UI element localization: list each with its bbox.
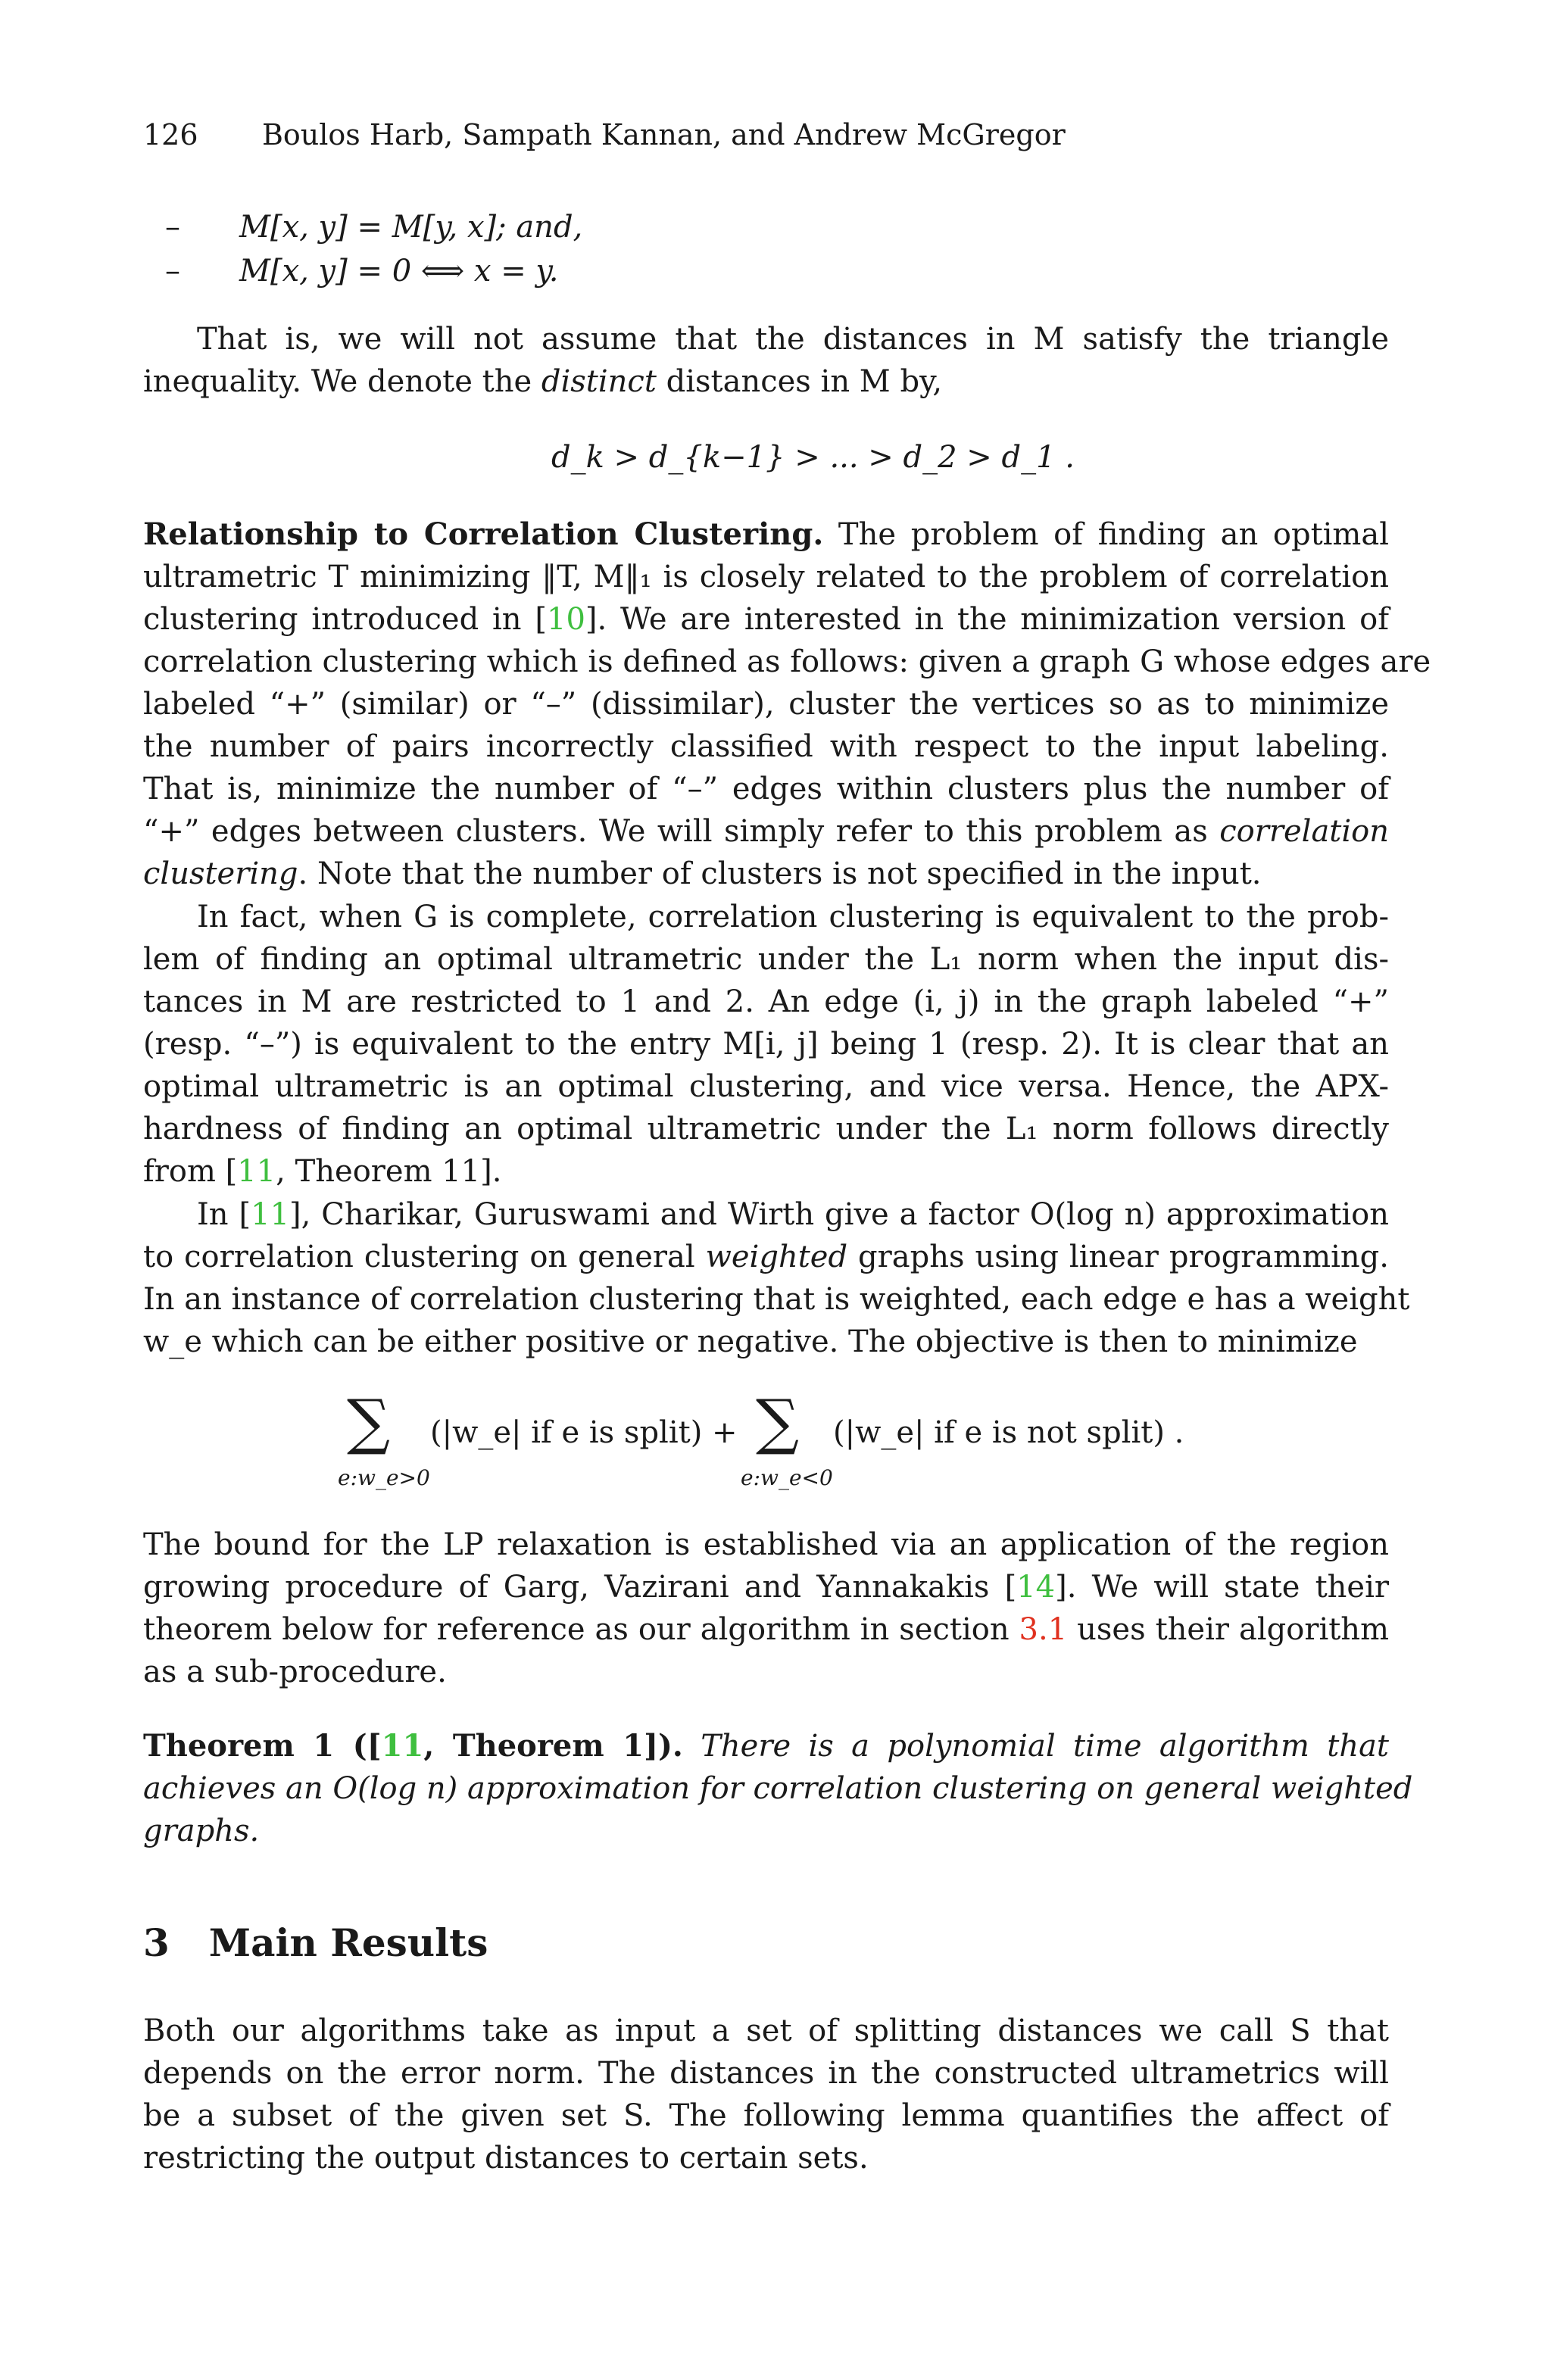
- summation-symbol: ∑: [347, 1387, 391, 1457]
- citation-link-10: 10: [547, 602, 585, 637]
- paragraph-line: That is, minimize the number of “–” edges within clusters plus the number of: [143, 772, 1389, 806]
- paragraph-line: theorem below for reference as our algorithm in section 3.1 uses their algorithm: [143, 1612, 1389, 1647]
- summation-subscript: e:w_e>0: [338, 1465, 430, 1490]
- page-number: 126: [143, 118, 198, 151]
- theorem-label: Theorem 1 ([: [143, 1728, 382, 1764]
- citation-link-14: 14: [1016, 1570, 1056, 1605]
- paragraph-line: In [11], Charikar, Guruswami and Wirth give a factor O(log n) approximation: [197, 1197, 1389, 1232]
- citation-link-11: 11: [237, 1154, 276, 1189]
- section-title: Main Results: [208, 1920, 488, 1965]
- running-header-authors: Boulos Harb, Sampath Kannan, and Andrew McGregor: [262, 118, 1066, 151]
- paragraph-line: In fact, when G is complete, correlation clustering is equivalent to the prob-: [197, 900, 1389, 934]
- bullet-dash-2: –: [165, 254, 180, 289]
- paragraph-line: restricting the output distances to certain sets.: [143, 2141, 869, 2176]
- paragraph-line: inequality. We denote the distinct distances in M by,: [143, 364, 943, 399]
- objective-term-split: (|w_e| if e is split) +: [430, 1415, 738, 1450]
- paragraph-line: In an instance of correlation clustering that is weighted, each edge e has a weight: [143, 1282, 1410, 1317]
- paragraph-line: Both our algorithms take as input a set of splitting distances we call S that: [143, 2013, 1389, 2048]
- paragraph-line: w_e which can be either positive or negative. The objective is then to minimize: [143, 1324, 1358, 1359]
- paragraph-line: clustering introduced in [10]. We are interested in the minimization version of: [143, 602, 1390, 637]
- paragraph-line: The bound for the LP relaxation is established via an application of the region: [143, 1527, 1389, 1562]
- theorem-statement-line: graphs.: [143, 1814, 260, 1848]
- paragraph-line: growing procedure of Garg, Vazirani and Yannakakis [14]. We will state their: [143, 1570, 1389, 1605]
- paragraph-line: “+” edges between clusters. We will simply refer to this problem as correlation: [143, 814, 1389, 849]
- paragraph-line: as a sub-procedure.: [143, 1655, 447, 1689]
- paragraph-line: Relationship to Correlation Clustering. The problem of finding an optimal: [143, 516, 1390, 552]
- paragraph-line: That is, we will not assume that the distances in M satisfy the triangle: [197, 322, 1389, 357]
- citation-link-11: 11: [251, 1197, 290, 1232]
- bullet-dash-1: –: [165, 210, 180, 245]
- section-heading: [143, 1920, 488, 1966]
- theorem-statement-line: achieves an O(log n) approximation for correlation clustering on general weighted: [143, 1771, 1413, 1806]
- distance-ordering-equation: d_k > d_{k−1} > ... > d_2 > d_1 .: [551, 440, 1075, 475]
- paragraph-line: be a subset of the given set S. The following lemma quantifies the affect of: [143, 2098, 1389, 2133]
- bullet-condition-identity: M[x, y] = 0 ⟺ x = y.: [239, 254, 559, 289]
- summation-symbol: ∑: [756, 1387, 800, 1457]
- paragraph-line: the number of pairs incorrectly classified with respect to the input labeling.: [143, 729, 1389, 764]
- paragraph-line: tances in M are restricted to 1 and 2. An edge (i, j) in the graph labeled “+”: [143, 984, 1389, 1019]
- section-link-3-1: 3.1: [1019, 1612, 1068, 1647]
- paragraph-line: ultrametric T minimizing ‖T, M‖₁ is closely related to the problem of correlation: [143, 560, 1389, 594]
- paragraph-line: clustering. Note that the number of clusters is not specified in the input.: [143, 856, 1262, 891]
- paragraph-line: correlation clustering which is defined as follows: given a graph G whose edges are: [143, 644, 1431, 679]
- paragraph-line: (resp. “–”) is equivalent to the entry M[i, j] being 1 (resp. 2). It is clear that an: [143, 1027, 1389, 1062]
- paragraph-line: labeled “+” (similar) or “–” (dissimilar), cluster the vertices so as to minimize: [143, 687, 1389, 722]
- paragraph-line: depends on the error norm. The distances in the constructed ultrametrics will: [143, 2056, 1389, 2091]
- paragraph-line: hardness of finding an optimal ultrametric under the L₁ norm follows directly: [143, 1112, 1389, 1146]
- section-number: 3: [143, 1920, 170, 1965]
- paragraph-line: from [11, Theorem 11].: [143, 1154, 502, 1189]
- bullet-condition-symmetry: M[x, y] = M[y, x]; and,: [239, 210, 583, 245]
- objective-term-not-split: (|w_e| if e is not split) .: [833, 1415, 1184, 1450]
- paragraph-line: to correlation clustering on general weighted graphs using linear programming.: [143, 1240, 1390, 1274]
- paragraph-line: lem of finding an optimal ultrametric under the L₁ norm when the input dis-: [143, 942, 1389, 977]
- paragraph-heading: Relationship to Correlation Clustering.: [143, 516, 824, 552]
- theorem-statement: Theorem 1 ([11, Theorem 1]). There is a polynomial time algorithm that: [143, 1728, 1390, 1764]
- summation-subscript: e:w_e<0: [741, 1465, 833, 1490]
- paragraph-line: optimal ultrametric is an optimal clustering, and vice versa. Hence, the APX-: [143, 1069, 1389, 1104]
- citation-link-11: 11: [381, 1728, 424, 1764]
